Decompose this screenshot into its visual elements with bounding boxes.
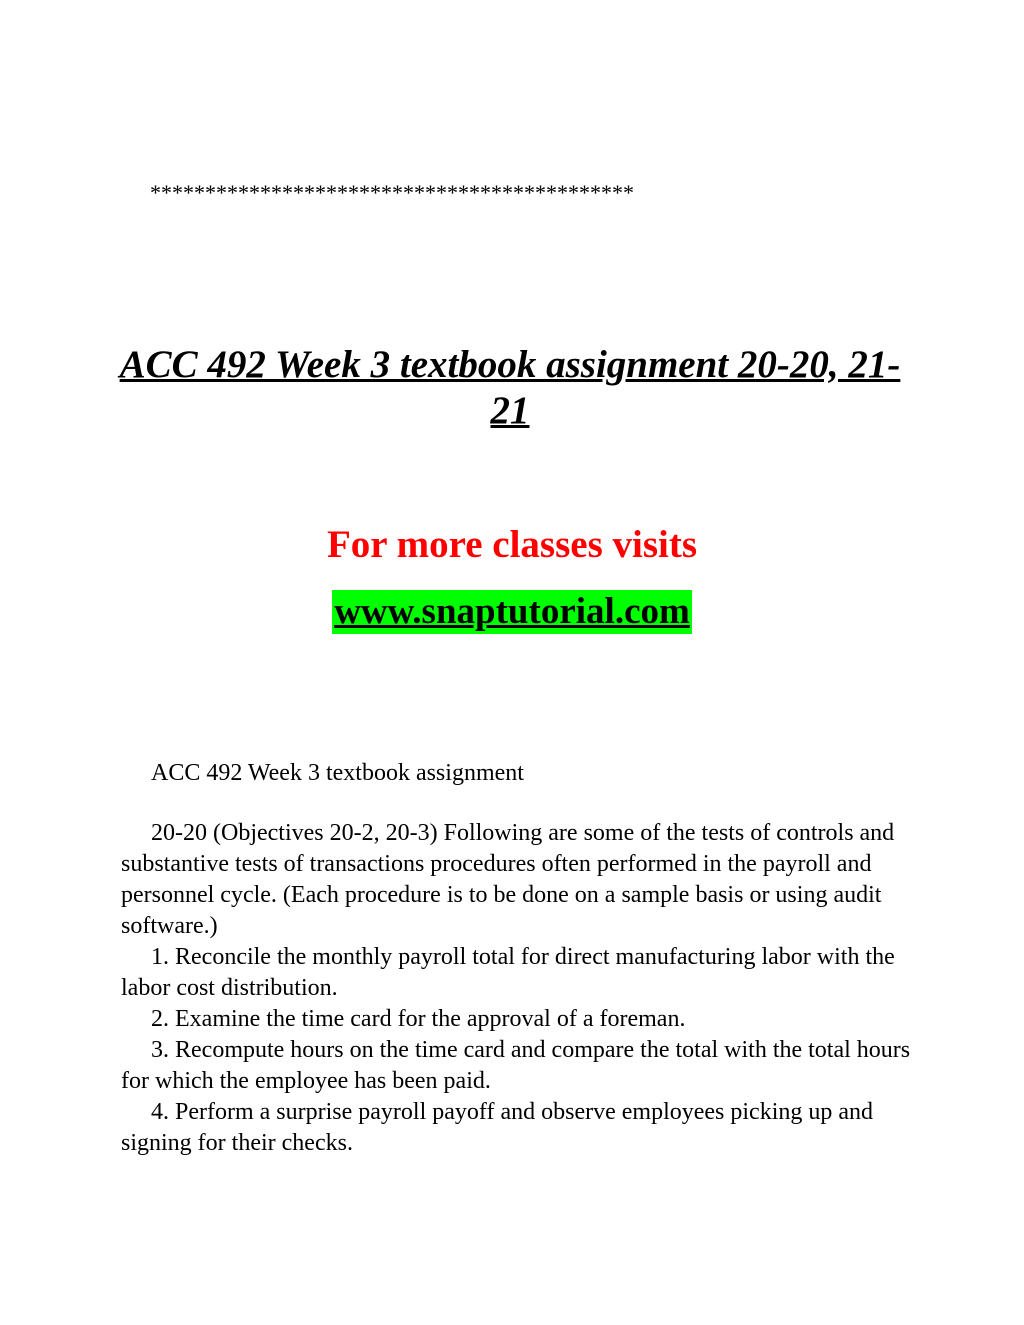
title-line-2: 21 (490, 389, 530, 432)
procedure-item-2: 2. Examine the time card for the approval of a foreman. (151, 1006, 686, 1032)
promo-text: For more classes visits (326, 523, 698, 566)
promo-url-link[interactable]: www.snaptutorial.com (334, 591, 690, 632)
procedure-item-1: 1. Reconcile the monthly payroll total for direct manufacturing labor with the labor cost distribution. (121, 944, 895, 1001)
promo-url-wrap (0, 590, 1024, 634)
page-title (110, 342, 910, 434)
procedure-item-3: 3. Recompute hours on the time card and compare the total with the total hours for which the employee has been paid. (121, 1037, 911, 1094)
title-line-1: ACC 492 Week 3 textbook assignment 20-20, 21- (119, 343, 901, 386)
procedure-item-4: 4. Perform a surprise payroll payoff and observe employees picking up and signing for their checks. (121, 1099, 874, 1156)
assignment-subheading: ACC 492 Week 3 textbook assignment (151, 760, 524, 786)
separator-stars: ******************************************** (150, 180, 634, 205)
assignment-body (121, 818, 911, 1159)
assignment-intro: 20-20 (Objectives 20-2, 20-3) Following are some of the tests of controls and substantive tests of transactions procedures often performed in the payroll and personnel cycle. (Each procedure is to be done on a sample basis or using audit software.) (121, 820, 895, 939)
